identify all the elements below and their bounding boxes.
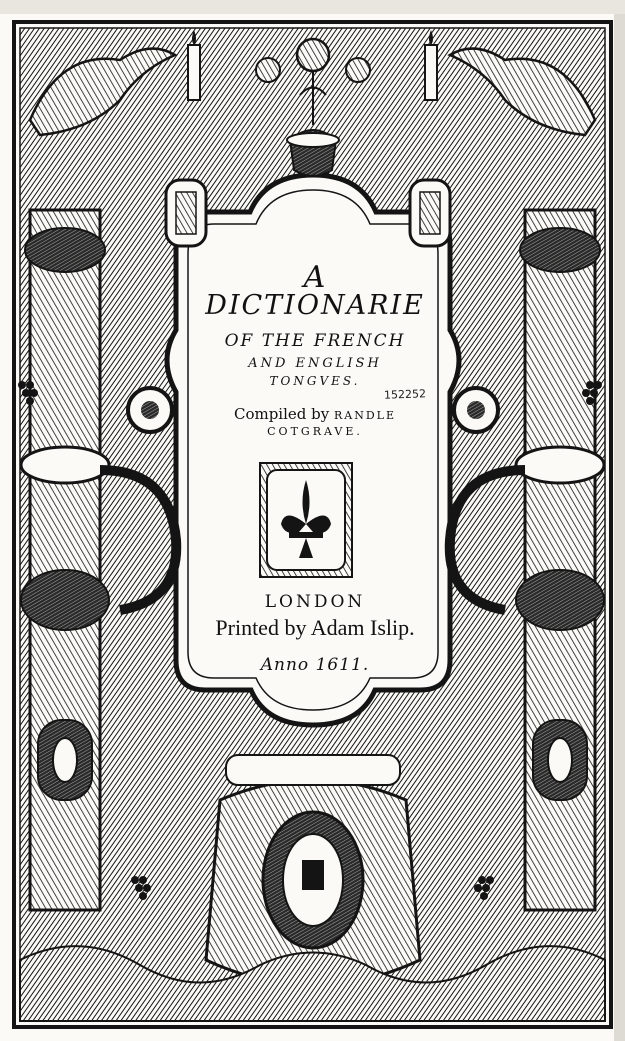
author-first-name: RANDLE xyxy=(334,409,397,422)
fleur-de-lis-device xyxy=(259,462,353,578)
title-main: DICTIONARIE xyxy=(205,290,425,321)
imprint-printer: Printed by Adam Islip. xyxy=(215,615,415,640)
imprint-year: Anno 1611. xyxy=(260,655,370,675)
author-surname: COTGRAVE. xyxy=(267,425,363,438)
imprint-place: LONDON xyxy=(264,592,366,612)
title-article: A xyxy=(303,260,327,295)
title-line-english: AND ENGLISH xyxy=(248,356,382,371)
compiled-by-line xyxy=(190,405,440,423)
compiled-by-label: Compiled by xyxy=(233,405,334,423)
title-line-french: OF THE FRENCH xyxy=(224,331,406,351)
shelfmark-annotation: 152252 xyxy=(383,387,427,402)
title-line-tongues: TONGVES. xyxy=(269,374,361,388)
